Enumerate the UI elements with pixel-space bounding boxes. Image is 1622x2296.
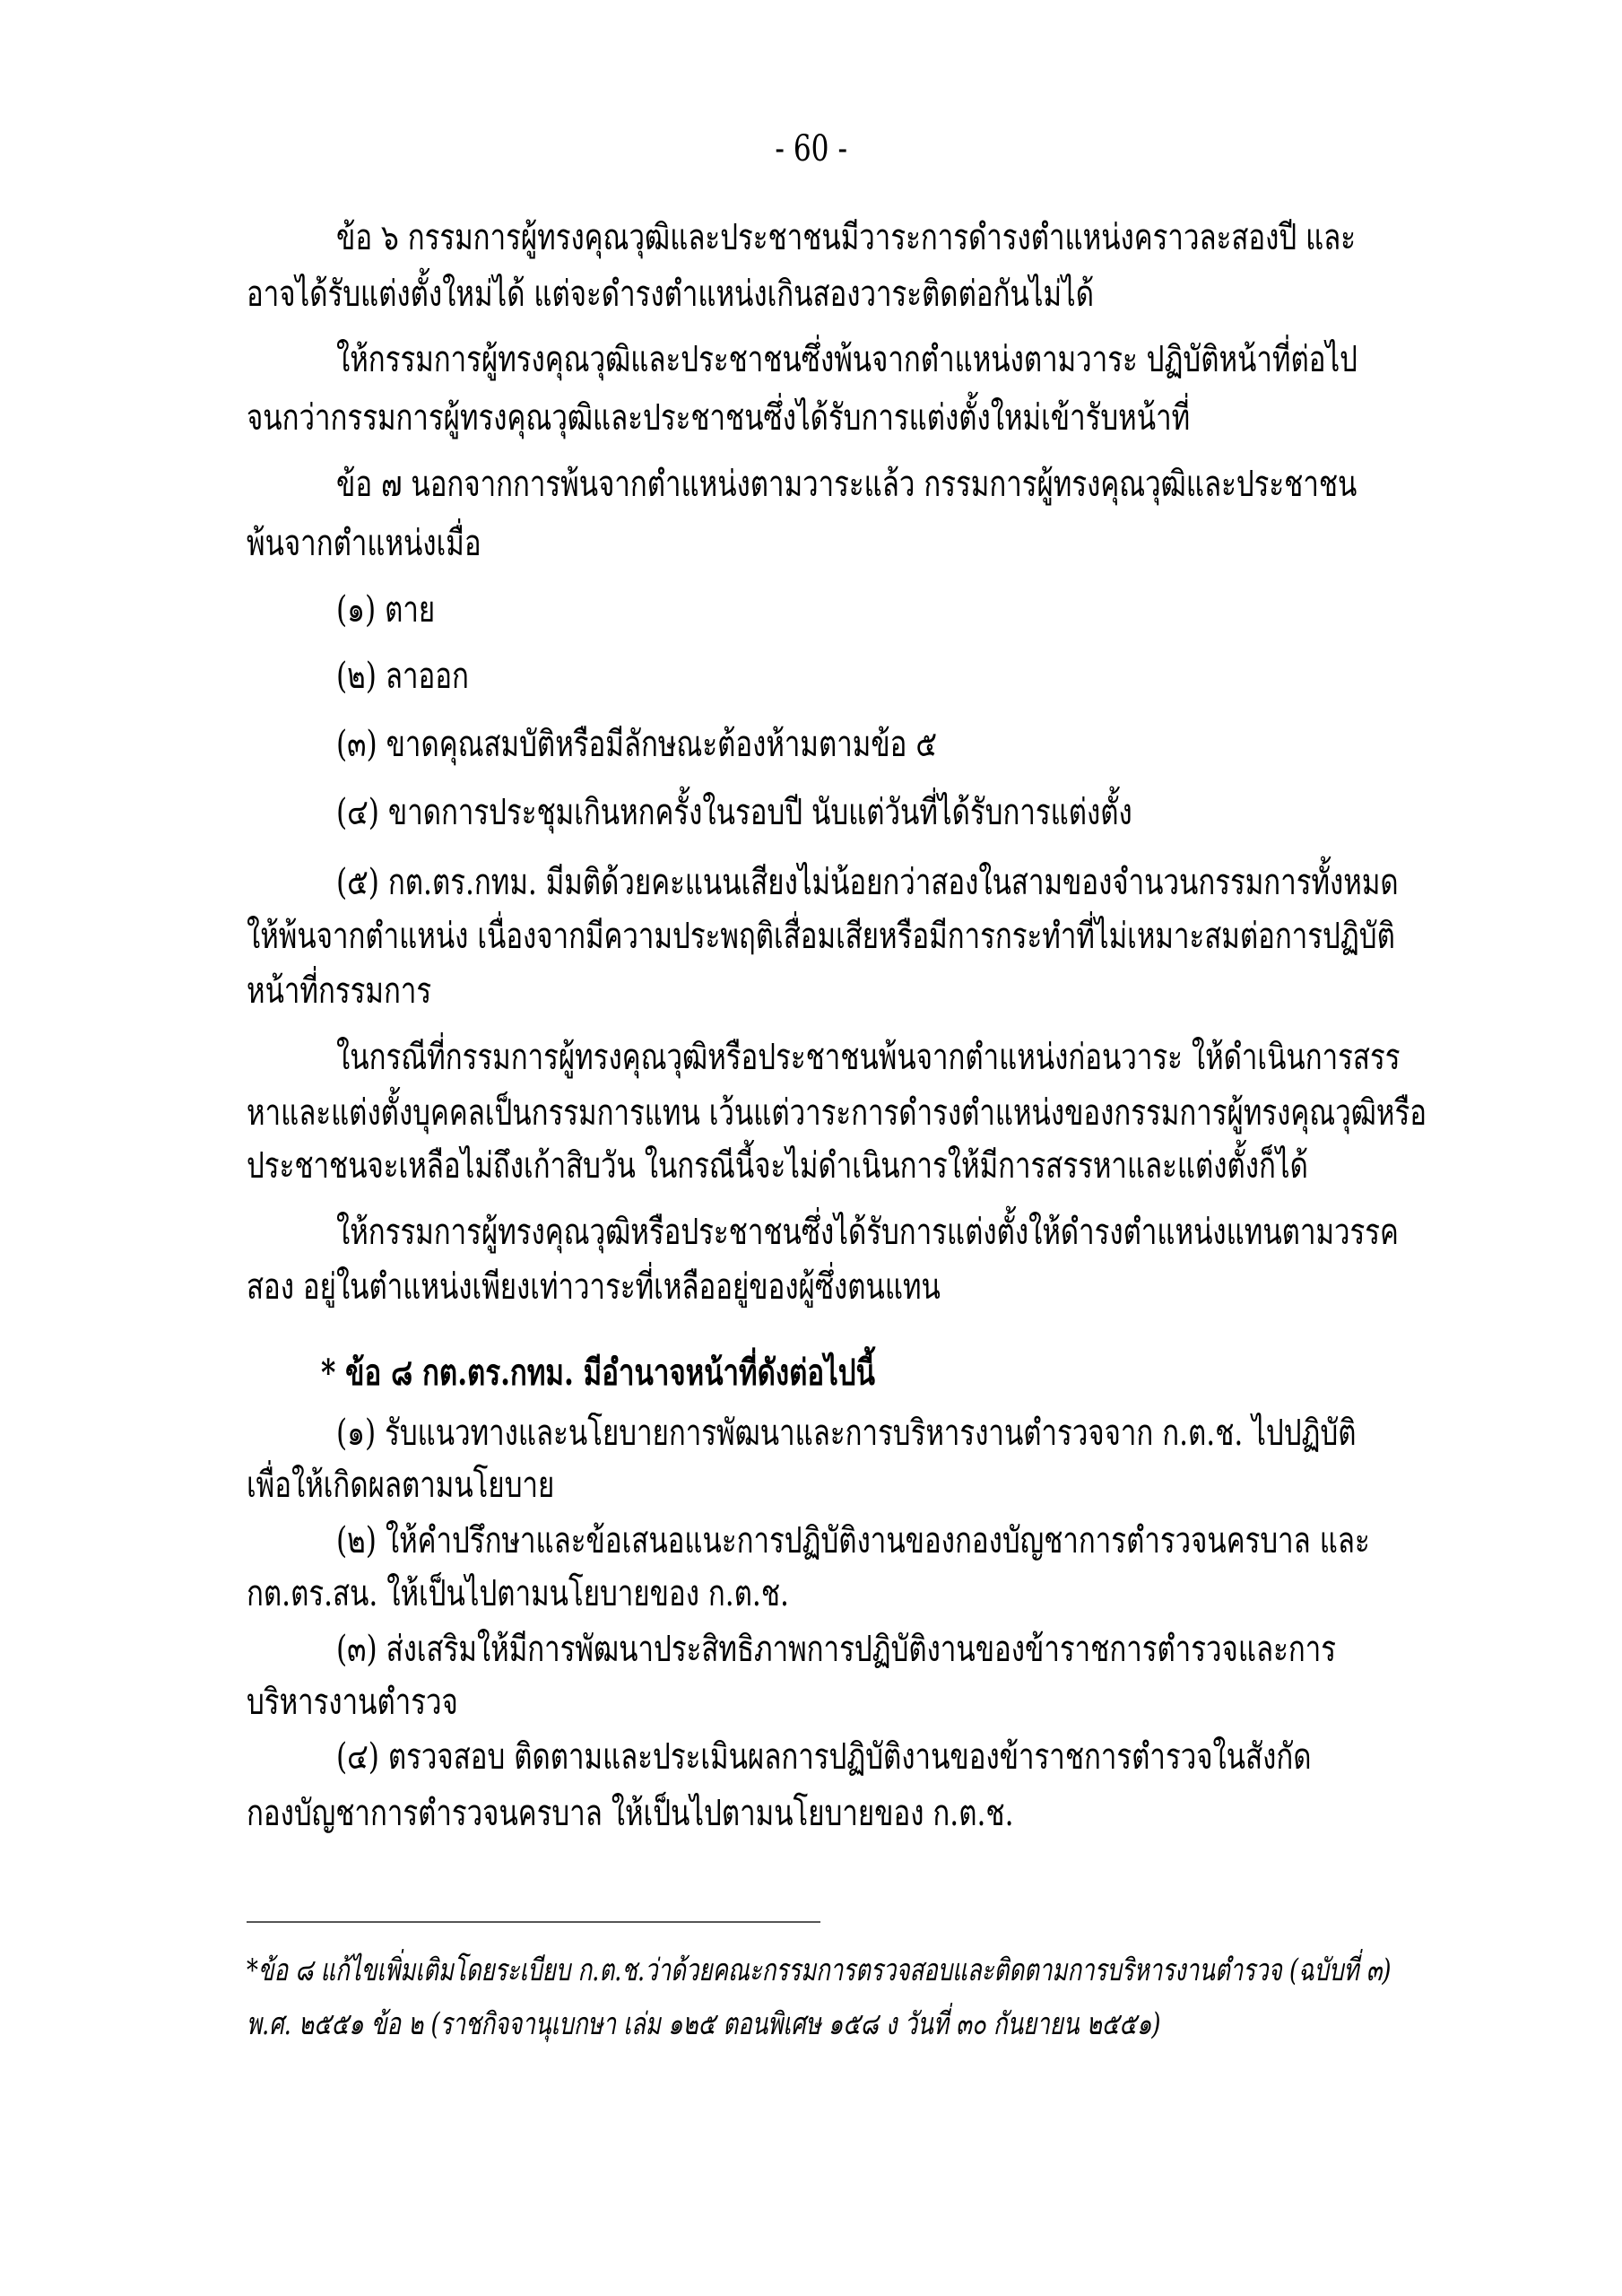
clause-7-item-4: (๔) ขาดการประชุมเกินหกครั้งในรอบปี นับแต่วันที่ได้รับการแต่งตั้ง bbox=[336, 792, 1132, 833]
clause-8-item-1-line-1: (๑) รับแนวทางและนโยบายการพัฒนาและการบริหารงานตำรวจจาก ก.ต.ช. ไปปฏิบัติ bbox=[336, 1413, 1357, 1454]
page-number: - 60 - bbox=[775, 128, 847, 170]
clause-8-item-2-line-2: กต.ตร.สน. ให้เป็นไปตามนโยบายของ ก.ต.ช. bbox=[247, 1573, 789, 1614]
clause-8-item-2-line-1: (๒) ให้คำปรึกษาและข้อเสนอแนะการปฏิบัติงานของกองบัญชาการตำรวจนครบาล และ bbox=[336, 1520, 1370, 1561]
footnote-line-2: พ.ศ. ๒๕๕๑ ข้อ ๒ (ราชกิจจานุเบกษา เล่ม ๑๒๕ ตอนพิเศษ ๑๕๘ ง วันที่ ๓๐ กันยายน ๒๕๕๑) bbox=[247, 2006, 1161, 2042]
clause-7-item-1: (๑) ตาย bbox=[336, 589, 436, 631]
clause-7-line-1: ข้อ ๗ นอกจากการพ้นจากตำแหน่งตามวาระแล้ว กรรมการผู้ทรงคุณวุฒิและประชาชน bbox=[336, 464, 1357, 505]
vacancy-para-line-2: หาและแต่งตั้งบุคคลเป็นกรรมการแทน เว้นแต่วาระการดำรงตำแหน่งของกรรมการผู้ทรงคุณวุฒิหรือ bbox=[247, 1092, 1427, 1134]
clause-8-item-3-line-1: (๓) ส่งเสริมให้มีการพัฒนาประสิทธิภาพการปฏิบัติงานของข้าราชการตำรวจและการ bbox=[336, 1629, 1336, 1670]
clause-7-item-2: (๒) ลาออก bbox=[336, 656, 469, 697]
vacancy-para-line-1: ในกรณีที่กรรมการผู้ทรงคุณวุฒิหรือประชาชนพ้นจากตำแหน่งก่อนวาระ ให้ดำเนินการสรร bbox=[336, 1037, 1401, 1078]
clause-8-item-3-line-2: บริหารงานตำรวจ bbox=[247, 1682, 458, 1723]
clause-7-item-5-line-3: หน้าที่กรรมการ bbox=[247, 970, 432, 1012]
clause-8-heading: * ข้อ ๘ กต.ตร.กทม. มีอำนาจหน้าที่ดังต่อไปนี้ bbox=[321, 1352, 875, 1394]
vacancy-para-line-3: ประชาชนจะเหลือไม่ถึงเก้าสิบวัน ในกรณีนี้จะไม่ดำเนินการให้มีการสรรหาและแต่งตั้งก็ได้ bbox=[247, 1145, 1308, 1187]
replacement-para-line-1: ให้กรรมการผู้ทรงคุณวุฒิหรือประชาชนซึ่งได้รับการแต่งตั้งให้ดำรงตำแหน่งแทนตามวรรค bbox=[336, 1212, 1399, 1253]
clause-6-line-2: อาจได้รับแต่งตั้งใหม่ได้ แต่จะดำรงตำแหน่งเกินสองวาระติดต่อกันไม่ได้ bbox=[247, 274, 1095, 315]
clause-7-line-2: พ้นจากตำแหน่งเมื่อ bbox=[247, 523, 481, 564]
clause-7-item-5-line-2: ให้พ้นจากตำแหน่ง เนื่องจากมีความประพฤติเสื่อมเสียหรือมีการกระทำที่ไม่เหมาะสมต่อการปฏิบัติ bbox=[247, 916, 1395, 957]
footnote-line-1: *ข้อ ๘ แก้ไขเพิ่มเติมโดยระเบียบ ก.ต.ช.ว่าด้วยคณะกรรมการตรวจสอบและติดตามการบริหารงานตำรวจ (ฉบับที่ ๓) bbox=[247, 1952, 1392, 1988]
clause-8-item-4-line-1: (๔) ตรวจสอบ ติดตามและประเมินผลการปฏิบัติงานของข้าราชการตำรวจในสังกัด bbox=[336, 1736, 1312, 1778]
footnote-separator bbox=[247, 1921, 820, 1923]
clause-6-para-2-line-2: จนกว่ากรรมการผู้ทรงคุณวุฒิและประชาชนซึ่งได้รับการแต่งตั้งใหม่เข้ารับหน้าที่ bbox=[247, 397, 1191, 439]
clause-8-item-4-line-2: กองบัญชาการตำรวจนครบาล ให้เป็นไปตามนโยบายของ ก.ต.ช. bbox=[247, 1793, 1014, 1834]
clause-7-item-3: (๓) ขาดคุณสมบัติหรือมีลักษณะต้องห้ามตามข้อ ๕ bbox=[336, 724, 937, 765]
clause-6-para-2-line-1: ให้กรรมการผู้ทรงคุณวุฒิและประชาชนซึ่งพ้นจากตำแหน่งตามวาระ ปฏิบัติหน้าที่ต่อไป bbox=[336, 339, 1357, 380]
clause-8-item-1-line-2: เพื่อให้เกิดผลตามนโยบาย bbox=[247, 1465, 555, 1506]
clause-6-line-1: ข้อ ๖ กรรมการผู้ทรงคุณวุฒิและประชาชนมีวาระการดำรงตำแหน่งคราวละสองปี และ bbox=[336, 217, 1357, 258]
replacement-para-line-2: สอง อยู่ในตำแหน่งเพียงเท่าวาระที่เหลืออยู่ของผู้ซึ่งตนแทน bbox=[247, 1266, 941, 1308]
clause-7-item-5-line-1: (๕) กต.ตร.กทม. มีมติด้วยคะแนนเสียงไม่น้อยกว่าสองในสามของจำนวนกรรมการทั้งหมด bbox=[336, 862, 1399, 903]
